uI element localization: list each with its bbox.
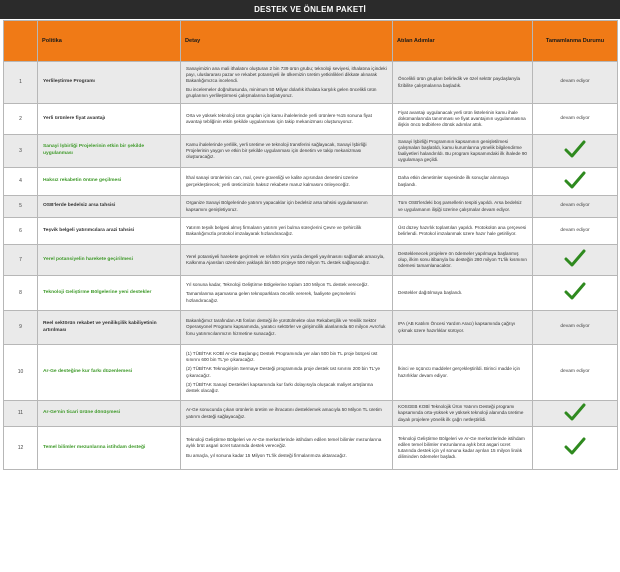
action-paragraph: KOSGEB KOBİ Teknolojik Ürün Yatırım Desteği programı kapsamında orta-yüksek ve yüksek teknoloji alanında üretime dayalı projelere yönelik ilk çağrı netleştirildi.: [398, 404, 524, 422]
table-row: [4, 104, 618, 135]
header-policy: Politika: [38, 21, 181, 62]
table-row: [4, 168, 618, 196]
policy-details: [181, 311, 393, 345]
actions-taken: [393, 245, 533, 276]
status-text: devam ediyor: [560, 369, 590, 375]
action-paragraph: Fiyat avantajı uygulanacak yerli ürün listelerinin kamu ihale dokümanlarında tanımması ve fiyat avantajının uygulanmasına ilişkin öncü tedbirlere dönük adımlar attık.: [398, 109, 526, 128]
action-paragraph: Öncelikli ürün grupları belirledik ve özel sektör paydaşlarıyla fizibilite çalışmalarına başladık.: [398, 76, 521, 88]
checkmark-icon: [564, 139, 586, 159]
checkmark-icon: [564, 402, 586, 422]
table-row: [4, 245, 618, 276]
table-row: [4, 62, 618, 104]
checkmark-icon: [564, 248, 586, 268]
status-text: devam ediyor: [560, 79, 590, 85]
action-paragraph: Daha etkin denetimler sayesinde ilk sonuçlar alınmaya başlandı.: [398, 175, 509, 187]
policy-details: [181, 168, 393, 196]
actions-taken: [393, 218, 533, 245]
header-no: [4, 21, 38, 62]
actions-taken: [393, 104, 533, 135]
completion-status: [533, 218, 618, 245]
row-number: 5: [4, 196, 38, 218]
detail-paragraph: Sanayimizin ana mali ithalatını oluşturan 2 bin 739 ürün grubu; teknoloji seviyesi, ithalatına içindeki payı, uluslararası pazar ve rekabet potansiyeli ile ülkemizin üretim yetkinlikleri dikkate alınarak Bakanlığımızca incelendi.: [186, 65, 387, 83]
policy-details: [181, 104, 393, 135]
detail-paragraph: Yatırım teşvik belgesi almış firmaların yatırım yeri bulma süreçlerini Çevre ve Şehircilik Bakanlığımızla protokol imzalayarak hızlandıracağız.: [186, 224, 362, 236]
policy-name: Ar-Ge'nin ticari ürüne dönüşmesi: [38, 401, 181, 427]
policy-name: Ar-Ge desteğine kur farkı düzenlemesi: [38, 345, 181, 401]
table-row: [4, 427, 618, 470]
completion-status: [533, 168, 618, 196]
row-number: 9: [4, 311, 38, 345]
status-text: devam ediyor: [560, 227, 590, 233]
table-header-row: [4, 21, 618, 62]
detail-paragraph: Organize Sanayi Bölgelerinde yatırım yapacaklar için bedelsiz arsa tahsisi uygulamasının kapsamını genişletiyoruz.: [186, 200, 368, 212]
action-paragraph: Üst düzey hazırlık toplantıları yapıldı. Protokolün ana çerçevesi belirlendi. Protokol imzalanmak üzere hazır hale getiriliyor.: [398, 224, 527, 236]
row-number: 7: [4, 245, 38, 276]
status-text: devam ediyor: [560, 115, 590, 121]
policy-name: Teknoloji Geliştirme Bölgelerine yeni destekler: [38, 276, 181, 311]
policy-details: [181, 135, 393, 168]
table-row: [4, 135, 618, 168]
row-number: 6: [4, 218, 38, 245]
actions-taken: [393, 135, 533, 168]
actions-taken: [393, 168, 533, 196]
policy-name: Teşvik belgeli yatırımcılara arazi tahsisi: [38, 218, 181, 245]
checkmark-icon: [564, 170, 586, 190]
detail-paragraph: Tamamlanma aşamasına gelen teknoparklara öncelik vererek, faaliyete geçmelerini hızlandıracağız.: [186, 291, 356, 303]
row-number: 10: [4, 345, 38, 401]
policy-details: [181, 345, 393, 401]
detail-paragraph: Yerel potansiyeli harekete geçirmek ve refahın Kim yurda dengeli yayılmasını sağlamak amacıyla, Kalkınma Ajansları üzerinden yaklaşık bin 500 projeye 500 milyon TL destek sağlayacağız.: [186, 253, 385, 265]
policy-name: Yerlileştirme Programı: [38, 62, 181, 104]
actions-taken: [393, 62, 533, 104]
status-text: devam ediyor: [560, 203, 590, 209]
detail-paragraph: Bakanlığımız tarafından AB fonları desteği ile yürütülmekte olan Rekabetçilik ve Yenilik Sektör Operasyonel Programı kapsamında, yaratıcı sektörler ve girişimcilik alanlarında 60 milyon Avro'luk fonu yatırımcılarımızın hizmetine sunacağız.: [186, 318, 386, 336]
actions-taken: [393, 276, 533, 311]
policy-details: [181, 245, 393, 276]
actions-taken: [393, 345, 533, 401]
completion-status: [533, 311, 618, 345]
action-paragraph: Tüm OSB'lerdeki boş parsellerin tespiti yapıldı. Arsa bedelsiz ve uygulamanın ilişiği üzerine çalışmalar devam ediyor.: [398, 200, 522, 212]
actions-taken: [393, 427, 533, 470]
detail-paragraph: Yıl sonuna kadar, Teknoloji Geliştirme Bölgelerine toplam 100 Milyon TL destek vereceğiz.: [186, 282, 369, 288]
row-number: 1: [4, 62, 38, 104]
detail-paragraph: (3) TÜBİTAK Sanayi Destekleri kapsamında kur farkı dolayısıyla oluşacak maliyet artışlarına destek olacağız.: [186, 381, 373, 393]
completion-status: [533, 245, 618, 276]
completion-status: [533, 62, 618, 104]
row-number: 3: [4, 135, 38, 168]
action-paragraph: İkinci ve üçüncü maddeler gerçekleştirildi. Birinci madde için hazırlıklar devam ediyor.: [398, 366, 521, 378]
page-title: DESTEK VE ÖNLEM PAKETİ: [0, 0, 620, 19]
table-row: [4, 196, 618, 218]
detail-paragraph: (1) TÜBİTAK KOBİ Ar-Ge Başlangıç Destek Programında yer alan 500 bin TL proje bütçesi üst sınırını 600 bin TL'ye çıkaracağız.: [186, 350, 378, 363]
header-actions: Atılan Adımlar: [393, 21, 533, 62]
policy-details: [181, 401, 393, 427]
detail-paragraph: (2) TÜBİTAK Teknogirişim Sermaye Desteği programında proje destek üst sınırını 200 bin TL'ye çıkaracağız.: [186, 366, 381, 378]
policy-name: Haksız rekabetin önüne geçilmesi: [38, 168, 181, 196]
row-number: 4: [4, 168, 38, 196]
action-paragraph: Desteklenecek projelere ön ödemeler yapılmaya başlanmış olup, ilkim sonu itibarıyla bu desteğin 280 milyon TL'lik kısmının ödemesi tamamlanacaktır.: [398, 250, 527, 269]
completion-status: [533, 196, 618, 218]
policy-details: [181, 62, 393, 104]
header-status: Tamamlanma Durumu: [533, 21, 618, 62]
completion-status: [533, 345, 618, 401]
policy-name: Yerel potansiyelin harekete geçirilmesi: [38, 245, 181, 276]
policy-name: Temel bilimler mezunlarına istihdam desteği: [38, 427, 181, 470]
row-number: 12: [4, 427, 38, 470]
policy-name: Sanayi İşbirliği Projelerinin etkin bir şekilde uygulanması: [38, 135, 181, 168]
policy-details: [181, 218, 393, 245]
header-details: Detay: [181, 21, 393, 62]
action-paragraph: IPA (AB Katılım Öncesi Yardım Aracı) kapsamında çağrıyı çıkmak üzere hazırlıklar sürüyor.: [398, 321, 516, 333]
completion-status: [533, 104, 618, 135]
detail-paragraph: Ar-Ge sonucunda çıkan ürünlerin üretim ve ihracatını desteklemek amacıyla 50 Milyon TL üretim yatırım desteği sağlayacağız.: [186, 407, 382, 419]
checkmark-icon: [564, 281, 586, 301]
action-paragraph: Sanayi İşbirliği Programının kapsamının genişletilmesi çalışmaları başlatıldı, kamu kurumlarına yönelik bilgilendirme faaliyetleri halandırıldı. Bu program kapsamındaki ilk ihalede 90 uygulamaya geçildi.: [398, 138, 527, 163]
policy-details: [181, 196, 393, 218]
table-row: [4, 311, 618, 345]
detail-paragraph: Kamu ihalelerinde yerlilik, yerli üretime ve teknoloji transferini sağlayacak, Sanayi İşbirliği Projelerinin yaygın ve etkin bir şekilde uygulanması için denetim ve takip mekanizması oluşturacağız.: [186, 141, 367, 160]
checkmark-icon: [564, 436, 586, 456]
action-paragraph: Destekler dağıtılmaya başlandı.: [398, 289, 463, 295]
actions-taken: [393, 311, 533, 345]
detail-paragraph: Bu incelemeler doğrultusunda, minimum 50 Milyar dolarlık ithalata karşılık gelen öncelikli ürün gruplarının yerlileştirmesi çalışmalarına başlatıyoruz.: [186, 87, 377, 99]
policy-details: [181, 276, 393, 311]
actions-taken: [393, 401, 533, 427]
policy-name: Reel sektörün rekabet ve yenilikçilik kabiliyetinin artırılması: [38, 311, 181, 345]
detail-paragraph: Orta ve yüksek teknoloji ürün grupları için kamu ihalelerinde yerli ürünlere %15 sonuna fiyat avantajı tebliğinin etkin şekilde uygulanması için takip mekanizması oluşturuyoruz.: [186, 112, 372, 124]
detail-paragraph: Bu amaçla, yıl sonuna kadar 15 Milyon TL'lik desteği firmalarımıza aktaracağız.: [186, 452, 347, 458]
row-number: 11: [4, 401, 38, 427]
table-row: [4, 276, 618, 311]
policy-details: [181, 427, 393, 470]
completion-status: [533, 401, 618, 427]
table-row: [4, 218, 618, 245]
support-package-table: [3, 20, 618, 470]
policy-name: Yerli ürünlere fiyat avantajı: [38, 104, 181, 135]
table-row: [4, 345, 618, 401]
table-row: [4, 401, 618, 427]
completion-status: [533, 427, 618, 470]
completion-status: [533, 276, 618, 311]
actions-taken: [393, 196, 533, 218]
row-number: 8: [4, 276, 38, 311]
detail-paragraph: İthal sanayi ürünlerinin can, mal, çevre güvenliği ve kalite açısından denetimi üzerine gerçekleştirecek; yerli üreticimizin haksız rekabete maruz kalmasını önleyeceğiz.: [186, 175, 359, 187]
detail-paragraph: Teknoloji Geliştirme Bölgeleri ve Ar-Ge merkezlerinde istihdam edilen temel bilimler mezunlarına aylık brüt asgari ücret tutarında destek vereceğiz.: [186, 437, 382, 449]
policy-name: OSB'lerde bedelsiz arsa tahsisi: [38, 196, 181, 218]
row-number: 2: [4, 104, 38, 135]
status-text: devam ediyor: [560, 324, 590, 330]
completion-status: [533, 135, 618, 168]
action-paragraph: Teknoloji Geliştirme Bölgeleri ve Ar-Ge merkezlerinde istihdam edilen temel bilimler mezunlarına aylık brüt asgari ücret tutarında destek için yıl sonuna kadar ayrılan 15 milyon liralık diliminden ödemeler başladı.: [398, 435, 525, 460]
